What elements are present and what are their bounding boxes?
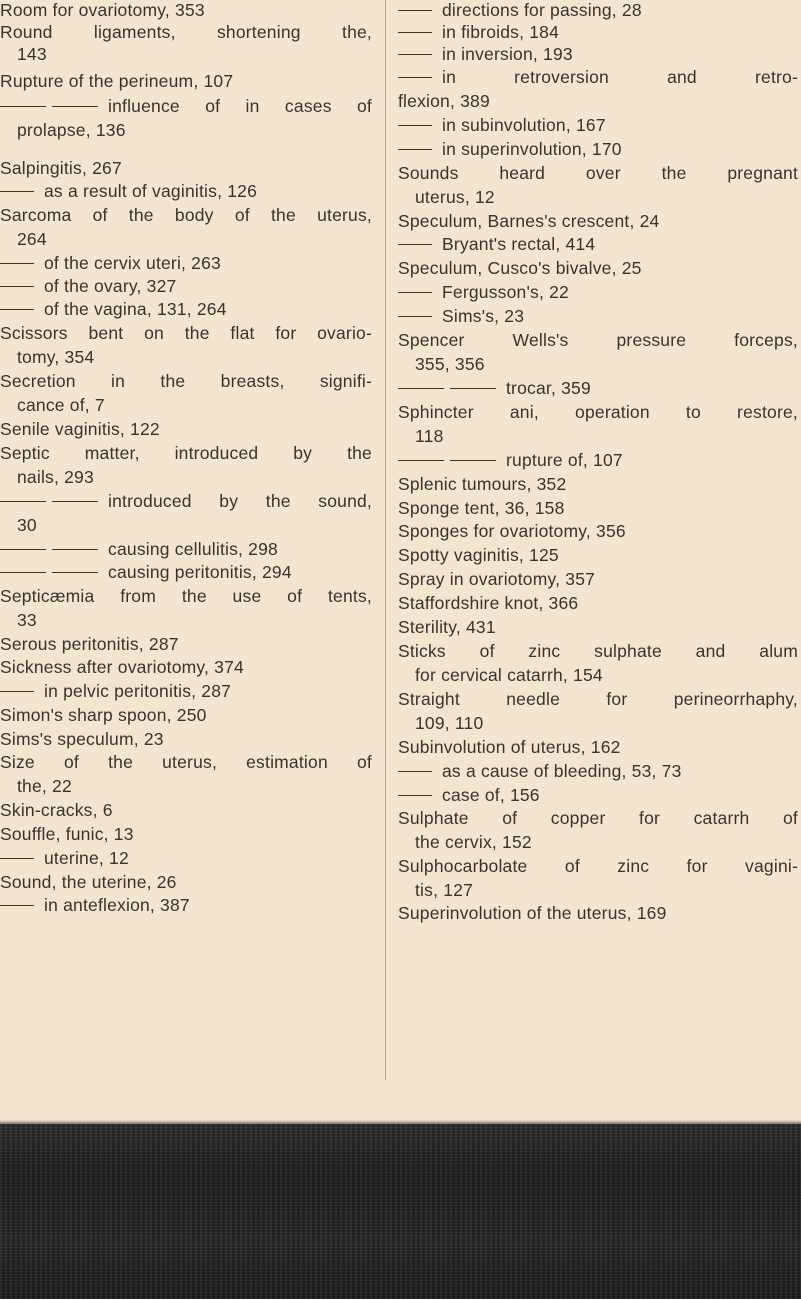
index-entry-text: Sterility, 431 xyxy=(398,617,496,637)
index-entry-text: cance of, 7 xyxy=(17,395,105,415)
index-entry-text: Speculum, Barnes's crescent, 24 xyxy=(398,211,660,231)
index-entry xyxy=(415,426,444,446)
index-entry xyxy=(398,22,559,42)
index-entry xyxy=(398,498,565,518)
index-entry-text: Skin-cracks, 6 xyxy=(0,800,113,820)
index-entry-text: directions for passing, 28 xyxy=(442,0,642,20)
index-entry xyxy=(0,0,205,20)
index-entry xyxy=(17,467,94,487)
index-entry xyxy=(415,880,473,900)
index-entry xyxy=(0,205,372,225)
index-entry-text: in subinvolution, 167 xyxy=(442,115,606,135)
index-entry xyxy=(398,0,642,20)
repeat-dash xyxy=(398,10,432,11)
index-entry-text: Room for ovariotomy, 353 xyxy=(0,0,205,20)
index-entry-text: as a result of vaginitis, 126 xyxy=(44,181,257,201)
index-entry-text: Spencer Wells's pressure forceps, xyxy=(398,330,798,350)
index-entry-text: 33 xyxy=(17,610,37,630)
repeat-dash xyxy=(398,244,432,245)
repeat-dash xyxy=(0,549,46,550)
index-entry-text: case of, 156 xyxy=(442,785,540,805)
index-entry-text: 118 xyxy=(415,426,444,446)
index-entry-text: 143 xyxy=(17,44,47,64)
index-entry xyxy=(398,856,798,876)
scan-background-band xyxy=(0,1124,801,1299)
repeat-dash xyxy=(398,77,432,78)
index-entry xyxy=(0,419,160,439)
index-entry xyxy=(17,44,47,64)
index-entry xyxy=(0,705,207,725)
index-entry xyxy=(398,139,622,159)
index-entry xyxy=(398,234,595,254)
index-entry xyxy=(17,610,37,630)
repeat-dash xyxy=(0,905,34,906)
index-entry-text: Sickness after ovariotomy, 374 xyxy=(0,657,244,677)
index-entry-text: 30 xyxy=(17,515,37,535)
index-entry xyxy=(0,276,176,296)
index-entry xyxy=(398,569,595,589)
index-entry xyxy=(0,299,227,319)
index-entry-text: Straight needle for perineorrhaphy, xyxy=(398,689,798,709)
index-entry-text: Simon's sharp spoon, 250 xyxy=(0,705,207,725)
index-entry xyxy=(0,729,164,749)
index-entry-text: Spotty vaginitis, 125 xyxy=(398,545,559,565)
index-entry-text: rupture of, 107 xyxy=(506,450,623,470)
index-entry xyxy=(0,96,372,116)
index-entry-text: trocar, 359 xyxy=(506,378,591,398)
repeat-dash xyxy=(398,149,432,150)
index-entry-text: 264 xyxy=(17,229,47,249)
index-entry xyxy=(17,229,47,249)
index-entry xyxy=(398,378,591,398)
repeat-dash xyxy=(0,106,46,107)
index-entry xyxy=(398,545,559,565)
index-entry-text: Staffordshire knot, 366 xyxy=(398,593,579,613)
index-entry xyxy=(415,354,485,374)
index-entry xyxy=(398,67,798,87)
index-entry xyxy=(0,539,278,559)
index-entry-text: the cervix, 152 xyxy=(415,832,532,852)
repeat-dash xyxy=(450,388,496,389)
index-entry-text: Salpingitis, 267 xyxy=(0,158,122,178)
index-entry xyxy=(398,330,798,350)
index-entry-text: causing cellulitis, 298 xyxy=(108,539,278,559)
index-entry-text: uterus, 12 xyxy=(415,187,495,207)
index-entry-text: Sponge tent, 36, 158 xyxy=(398,498,565,518)
index-entry xyxy=(415,832,532,852)
repeat-dash xyxy=(52,572,98,573)
repeat-dash xyxy=(398,54,432,55)
index-entry-text: flexion, 389 xyxy=(398,91,490,111)
index-entry-text: nails, 293 xyxy=(17,467,94,487)
index-entry-text: tis, 127 xyxy=(415,880,474,900)
index-entry-text: in retroversion and retro- xyxy=(442,67,798,87)
index-entry-text: uterine, 12 xyxy=(44,848,129,868)
index-entry xyxy=(17,515,37,535)
index-entry xyxy=(398,402,798,422)
index-entry xyxy=(17,347,94,367)
index-entry-text: Scissors bent on the flat for ovario- xyxy=(0,323,372,343)
index-entry xyxy=(398,761,682,781)
index-entry-text: Superinvolution of the uterus, 169 xyxy=(398,903,667,923)
index-entry-text: Size of the uterus, estimation of xyxy=(0,752,372,772)
index-entry-text: introduced by the sound, xyxy=(108,491,372,511)
repeat-dash xyxy=(398,460,444,461)
index-entry xyxy=(415,187,495,207)
repeat-dash xyxy=(398,32,432,33)
index-entry xyxy=(398,115,606,135)
repeat-dash xyxy=(398,125,432,126)
index-entry xyxy=(0,158,122,178)
index-entry-text: Speculum, Cusco's bivalve, 25 xyxy=(398,258,642,278)
index-entry xyxy=(398,474,566,494)
index-entry xyxy=(398,617,496,637)
index-entry-text: 109, 110 xyxy=(415,713,484,733)
index-entry xyxy=(398,689,798,709)
index-entry xyxy=(0,491,372,511)
index-entry xyxy=(0,752,372,772)
index-entry-text: as a cause of bleeding, 53, 73 xyxy=(442,761,682,781)
index-entry xyxy=(0,22,372,42)
index-entry xyxy=(415,713,483,733)
index-entry xyxy=(0,562,292,582)
index-entry-text: Bryant's rectal, 414 xyxy=(442,234,596,254)
index-entry-text: Sponges for ovariotomy, 356 xyxy=(398,521,626,541)
repeat-dash xyxy=(0,309,34,310)
index-entry-text: Sims's, 23 xyxy=(442,306,525,326)
index-entry-text: influence of in cases of xyxy=(108,96,372,116)
index-entry xyxy=(17,395,105,415)
index-entry-text: Sound, the uterine, 26 xyxy=(0,872,177,892)
index-entry xyxy=(0,71,233,91)
index-entry-text: Round ligaments, shortening the, xyxy=(0,22,372,42)
repeat-dash xyxy=(398,388,444,389)
index-entry-text: for cervical catarrh, 154 xyxy=(415,665,603,685)
index-entry xyxy=(398,808,798,828)
index-entry xyxy=(0,634,179,654)
repeat-dash xyxy=(52,549,98,550)
index-entry xyxy=(398,163,798,183)
index-entry-text: in pelvic peritonitis, 287 xyxy=(44,681,232,701)
index-entry xyxy=(398,211,659,231)
index-entry-text: Septicæmia from the use of tents, xyxy=(0,586,372,606)
index-entry xyxy=(398,91,490,111)
index-entry xyxy=(415,665,603,685)
index-entry-text: in anteflexion, 387 xyxy=(44,895,190,915)
index-entry xyxy=(0,586,372,606)
repeat-dash xyxy=(0,501,46,502)
index-entry xyxy=(0,657,244,677)
index-entry-text: 355, 356 xyxy=(415,354,485,374)
index-entry xyxy=(17,776,72,796)
index-entry-text: in inversion, 193 xyxy=(442,44,573,64)
index-entry-text: the, 22 xyxy=(17,776,72,796)
index-entry-text: tomy, 354 xyxy=(17,347,95,367)
index-entry xyxy=(0,253,221,273)
index-entry-text: in superinvolution, 170 xyxy=(442,139,622,159)
index-entry-text: Septic matter, introduced by the xyxy=(0,443,372,463)
index-entry xyxy=(398,450,623,470)
index-entry xyxy=(0,681,231,701)
index-entry xyxy=(398,44,573,64)
index-entry xyxy=(398,903,667,923)
index-entry xyxy=(0,371,372,391)
index-entry xyxy=(0,800,113,820)
repeat-dash xyxy=(0,191,34,192)
index-entry xyxy=(398,306,524,326)
index-entry-text: Sulphocarbolate of zinc for vagini- xyxy=(398,856,798,876)
index-entry xyxy=(398,737,621,757)
index-entry xyxy=(398,258,642,278)
index-entry-text: Senile vaginitis, 122 xyxy=(0,419,160,439)
index-entry xyxy=(0,323,372,343)
repeat-dash xyxy=(398,795,432,796)
index-entry-text: Subinvolution of uterus, 162 xyxy=(398,737,621,757)
repeat-dash xyxy=(398,316,432,317)
index-entry-text: Sarcoma of the body of the uterus, xyxy=(0,205,372,225)
index-entry-text: Spray in ovariotomy, 357 xyxy=(398,569,596,589)
index-entry-text: Sulphate of copper for catarrh of xyxy=(398,808,798,828)
index-entry xyxy=(398,593,578,613)
index-entry-text: in fibroids, 184 xyxy=(442,22,560,42)
index-entry-text: Sounds heard over the pregnant xyxy=(398,163,798,183)
index-entry xyxy=(0,872,177,892)
repeat-dash xyxy=(398,771,432,772)
index-entry-text: Sticks of zinc sulphate and alum xyxy=(398,641,798,661)
index-entry-text: causing peritonitis, 294 xyxy=(108,562,292,582)
index-entry xyxy=(0,848,129,868)
index-entry-text: Rupture of the perineum, 107 xyxy=(0,71,234,91)
repeat-dash xyxy=(0,572,46,573)
repeat-dash xyxy=(0,286,34,287)
index-entry-text: of the cervix uteri, 263 xyxy=(44,253,221,273)
index-entry xyxy=(398,521,626,541)
index-entry-text: Fergusson's, 22 xyxy=(442,282,569,302)
index-entry-text: Secretion in the breasts, signifi- xyxy=(0,371,372,391)
index-entry-text: of the vagina, 131, 264 xyxy=(44,299,227,319)
index-entry xyxy=(0,895,190,915)
repeat-dash xyxy=(0,263,34,264)
repeat-dash xyxy=(450,460,496,461)
index-entry xyxy=(0,181,257,201)
repeat-dash xyxy=(52,106,98,107)
column-divider xyxy=(385,0,386,1080)
index-entry-text: of the ovary, 327 xyxy=(44,276,177,296)
index-entry xyxy=(398,282,569,302)
repeat-dash xyxy=(52,501,98,502)
index-entry xyxy=(398,641,798,661)
repeat-dash xyxy=(0,858,34,859)
index-entry xyxy=(398,785,540,805)
index-entry-text: Souffle, funic, 13 xyxy=(0,824,134,844)
index-entry-text: Serous peritonitis, 287 xyxy=(0,634,179,654)
index-entry xyxy=(0,443,372,463)
index-entry-text: Sphincter ani, operation to restore, xyxy=(398,402,798,422)
repeat-dash xyxy=(398,292,432,293)
index-entry xyxy=(0,824,134,844)
repeat-dash xyxy=(0,691,34,692)
index-entry-text: Splenic tumours, 352 xyxy=(398,474,567,494)
index-entry-text: prolapse, 136 xyxy=(17,120,126,140)
index-entry xyxy=(17,120,126,140)
index-entry-text: Sims's speculum, 23 xyxy=(0,729,164,749)
